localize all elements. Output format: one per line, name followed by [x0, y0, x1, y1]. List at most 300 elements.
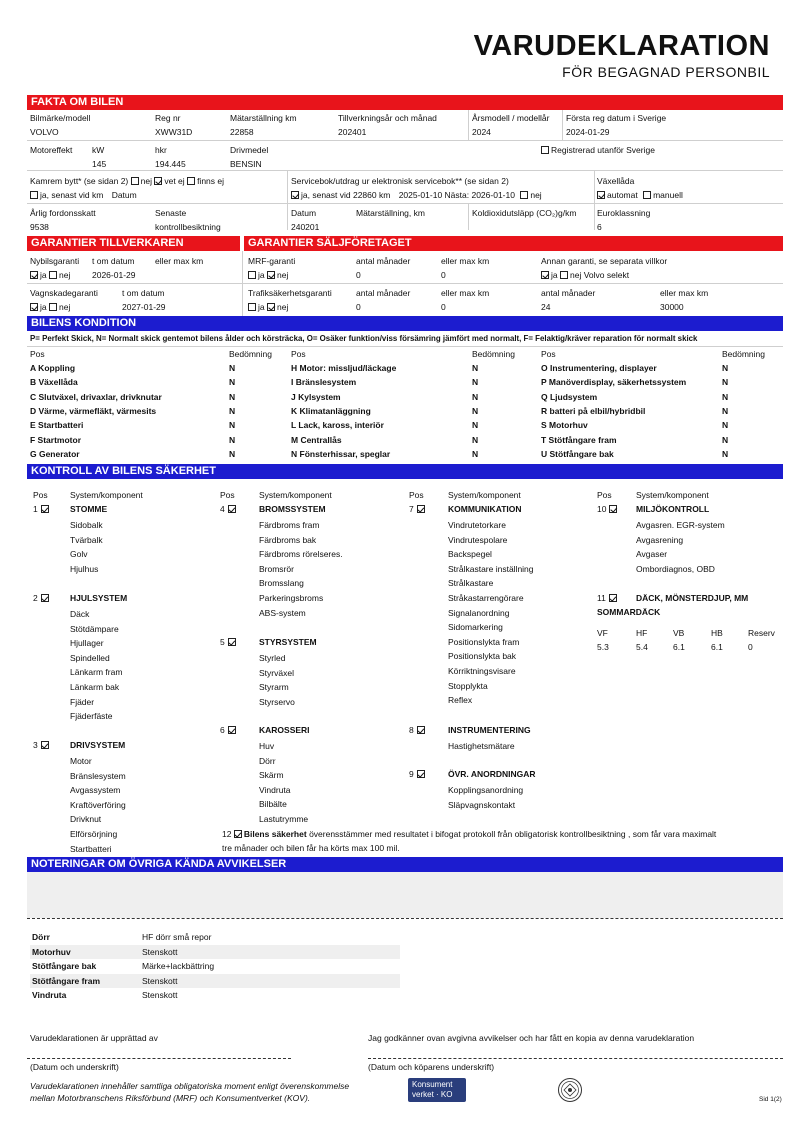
- kontroll-item: Dörr: [259, 755, 276, 766]
- kondition-item-rating[interactable]: N: [722, 448, 729, 459]
- tax-label: Årlig fordonsskatt: [30, 208, 96, 218]
- pos-header-3: Pos: [541, 349, 556, 359]
- kondition-item-label: B Växellåda: [30, 377, 78, 388]
- kontroll-item: Drivknut: [70, 814, 102, 825]
- kondition-item-rating[interactable]: N: [472, 391, 479, 402]
- kontroll-item: Spindelled: [70, 652, 110, 663]
- kontroll-group-num: [597, 593, 619, 603]
- traf-nej-checkbox[interactable]: [267, 303, 275, 311]
- first-reg-value: 2024-01-29: [566, 127, 610, 137]
- kondition-item-rating[interactable]: N: [229, 363, 236, 373]
- mrf-months-label: antal månader: [356, 256, 411, 266]
- g12-text2: tre månader och bilen får ha körts max 100 mil.: [222, 843, 400, 853]
- service-row: [291, 190, 542, 200]
- kondition-item-label: Q Ljudsystem: [541, 391, 598, 402]
- kontroll-item: Reflex: [448, 695, 473, 706]
- ja-label: ja: [40, 302, 47, 312]
- service-nej-label: nej: [530, 190, 542, 200]
- kondition-item-label: F Startmotor: [30, 434, 81, 445]
- mrf-months: 0: [356, 270, 361, 280]
- service-label: Servicebok/utdrag ur elektronisk servicebok** (se sidan 2): [291, 176, 509, 186]
- tread-header: VB: [673, 628, 685, 638]
- timing-ja-checkbox[interactable]: [30, 191, 38, 199]
- section-kondition: BILENS KONDITION: [27, 316, 783, 331]
- kontroll-num: 9: [409, 769, 414, 779]
- fuel-label: Drivmedel: [230, 145, 269, 155]
- kontroll-num: 4: [220, 504, 225, 514]
- tax-value: 9538: [30, 222, 49, 232]
- kontroll-item: Parkeringsbroms: [259, 593, 324, 603]
- annan-ja-checkbox[interactable]: [541, 271, 549, 279]
- kontroll-item: Däck: [70, 609, 90, 619]
- insp-label-1: Senaste: [155, 208, 187, 218]
- insp-date-label: Datum: [291, 208, 317, 218]
- ja-label: ja: [258, 302, 265, 312]
- signature-right-label: (Datum och köparens underskrift): [368, 1062, 495, 1072]
- kontroll-num: 10: [597, 504, 607, 514]
- mrf-km: 0: [441, 270, 446, 280]
- timing-vet-ej-label: vet ej: [164, 176, 185, 186]
- mrf-nej-checkbox[interactable]: [267, 271, 275, 279]
- kw-value: 145: [92, 159, 107, 169]
- kontroll-pos-1: Pos: [33, 490, 48, 500]
- kontroll-item: Fjäderfäste: [70, 711, 113, 722]
- vagn-tom-label: t om datum: [122, 288, 165, 298]
- section-garanti-tillverkaren: GARANTIER TILLVERKAREN: [27, 236, 240, 251]
- note-item: Dörr: [32, 932, 50, 942]
- kondition-item-rating[interactable]: N: [472, 363, 479, 373]
- note-row: [30, 930, 400, 944]
- kontroll-item: Avgasrening: [636, 534, 684, 545]
- kontroll-item: Avgassystem: [70, 785, 121, 796]
- kontroll-item: Golv: [70, 549, 88, 560]
- kondition-item-label: H Motor: missljud/läckage: [291, 363, 397, 373]
- kontroll-checkbox[interactable]: [609, 505, 617, 513]
- kontroll-checkbox[interactable]: [609, 594, 617, 602]
- kondition-item-label: M Centrallås: [291, 434, 342, 445]
- g12-bold: Bilens säkerhet: [243, 829, 307, 839]
- gear-manual-label: manuell: [653, 190, 683, 200]
- note-item: Motorhuv: [32, 946, 71, 957]
- kontroll-item: Sidomarkering: [448, 622, 503, 633]
- kontroll-item: Strålkastare inställning: [448, 563, 534, 574]
- kontroll-group-title: STOMME: [70, 504, 108, 514]
- kontroll-item: Styrservo: [259, 696, 295, 707]
- kontroll-item: Startbatteri: [70, 843, 112, 854]
- model-year-label: Årsmodell / modellår: [472, 113, 550, 123]
- kontroll-num: 7: [409, 504, 414, 514]
- kontroll-checkbox[interactable]: [41, 741, 49, 749]
- kontroll-group-num: [33, 504, 51, 514]
- section-noteringar: NOTERINGAR OM ÖVRIGA KÄNDA AVVIKELSER: [27, 857, 783, 872]
- note-row: [30, 974, 400, 988]
- kondition-item-label: K Klimatanläggning: [291, 405, 371, 416]
- konsumentverket-logo: [408, 1078, 466, 1102]
- logo-line-1: Konsument: [412, 1080, 453, 1089]
- hk-label: hkr: [155, 145, 167, 155]
- page-title: VARUDEKLARATION: [473, 30, 770, 62]
- signature-left-label: (Datum och underskrift): [30, 1062, 119, 1072]
- kontroll-item: Länkarm bak: [70, 682, 120, 692]
- kontroll-item: Stråkastarrengörare: [448, 593, 524, 603]
- kontroll-item: Backspegel: [448, 549, 492, 560]
- kontroll-item: Färdbroms rörelseres.: [259, 549, 343, 560]
- traf-km-label: eller max km: [441, 288, 490, 298]
- brand-label: Bilmärke/modell: [30, 113, 91, 123]
- kondition-item-label: I Bränslesystem: [291, 377, 357, 388]
- kontroll-item: Bilbälte: [259, 799, 287, 810]
- insp-label-2: kontrollbesiktning: [155, 222, 221, 232]
- kontroll-item: Bränslesystem: [70, 770, 126, 781]
- kontroll-item: Elförsörjning: [70, 829, 118, 839]
- nybil-date: 2026-01-29: [92, 270, 136, 280]
- disclaimer-1: Varudeklarationen innehåller samtliga obligatoriska moment enligt överenskommelse: [30, 1081, 350, 1091]
- mrf-label: MRF-garanti: [248, 256, 296, 266]
- kontroll-checkbox[interactable]: [417, 726, 425, 734]
- signature-line-left[interactable]: [27, 1058, 291, 1059]
- kontroll-group-title: DRIVSYSTEM: [70, 740, 126, 750]
- vagn-janej: [30, 302, 70, 312]
- section-fakta: FAKTA OM BILEN: [27, 95, 783, 110]
- kontroll-pos-2: Pos: [220, 490, 235, 500]
- kondition-item-rating[interactable]: N: [229, 391, 236, 402]
- kontroll-group-num: [33, 740, 51, 750]
- kondition-item-rating[interactable]: N: [722, 405, 729, 416]
- kontroll-item: Positionslykta fram: [448, 636, 520, 647]
- kontroll-num: 8: [409, 725, 414, 735]
- annan-months-label: antal månader: [541, 288, 596, 298]
- co2-label: Koldioxidutsläpp (CO₂)g/km: [472, 208, 577, 218]
- kontroll-item: Positionslykta bak: [448, 651, 517, 662]
- kontroll-item: Styrväxel: [259, 667, 294, 678]
- nej-label: nej: [59, 270, 71, 280]
- kontroll-item: Hjulhus: [70, 563, 99, 574]
- tread-value: 5.3: [597, 642, 609, 652]
- mrf-ja-checkbox[interactable]: [248, 271, 256, 279]
- kontroll-item: Stötdämpare: [70, 623, 119, 634]
- note-desc: Stenskott: [142, 946, 178, 957]
- kontroll-item: Avgaser: [636, 549, 668, 560]
- note-item: Stötfångare fram: [32, 975, 101, 986]
- fuel-value: BENSIN: [230, 159, 262, 169]
- kontroll-item: Hjullager: [70, 638, 104, 649]
- kontroll-item: Signalanordning: [448, 607, 510, 618]
- page-subtitle: FÖR BEGAGNAD PERSONBIL: [562, 64, 770, 80]
- kontroll-group-title: DÄCK, MÖNSTERDJUP, MM: [636, 593, 749, 603]
- kontroll-group-num: [409, 504, 427, 514]
- kontroll-item: Färdbroms bak: [259, 534, 317, 545]
- kondition-item-rating[interactable]: N: [472, 448, 479, 459]
- insp-date-value: 240201: [291, 222, 320, 232]
- gear-manual-checkbox[interactable]: [643, 191, 651, 199]
- kontroll-item: Lastutrymme: [259, 814, 309, 824]
- kontroll-checkbox[interactable]: [41, 505, 49, 513]
- timing-nej-label: nej: [140, 176, 152, 186]
- timing-finns-ej-label: finns ej: [197, 176, 224, 186]
- traf-months-label: antal månader: [356, 288, 411, 298]
- note-row: [30, 945, 400, 959]
- ja-label: ja: [258, 270, 265, 280]
- kontroll-checkbox[interactable]: [417, 505, 425, 513]
- kondition-item-label: N Fönsterhissar, speglar: [291, 448, 391, 459]
- annan-months: 24: [541, 302, 551, 312]
- kontroll-group-title: BROMSSYSTEM: [259, 504, 326, 514]
- odo-label: Mätarställning km: [230, 113, 297, 123]
- nybil-ja-checkbox[interactable]: [30, 271, 38, 279]
- kontroll-group-num: [33, 593, 51, 603]
- kontroll-group-title: ÖVR. ANORDNINGAR: [448, 769, 536, 779]
- kontroll-item: Stopplykta: [448, 680, 488, 691]
- kondition-item-rating[interactable]: N: [472, 434, 479, 445]
- kontroll-sys-2: System/komponent: [259, 490, 332, 500]
- kondition-item-rating[interactable]: N: [722, 420, 729, 431]
- gear-auto-checkbox[interactable]: [597, 191, 605, 199]
- kondition-item-rating[interactable]: N: [722, 391, 729, 402]
- traf-ja-checkbox[interactable]: [248, 303, 256, 311]
- kontroll-item: Ombordiagnos, OBD: [636, 563, 715, 574]
- kondition-item-label: R batteri på elbil/hybridbil: [541, 405, 646, 416]
- kontroll-item: Huv: [259, 741, 275, 751]
- kondition-item-rating[interactable]: N: [472, 377, 479, 388]
- page-number: Sid 1(2): [759, 1096, 782, 1103]
- kontroll-item: Avgasren. EGR-system: [636, 520, 725, 530]
- note-item: Vindruta: [32, 990, 67, 1000]
- euro-value: 6: [597, 222, 602, 232]
- reg-label: Reg nr: [155, 113, 181, 123]
- timing-label: Kamrem bytt* (se sidan 2): [30, 176, 129, 186]
- kondition-legend: P= Perfekt Skick, N= Normalt skick gentemot bilens ålder och körsträcka, O= Osäker funktion/viss försämring jämfört med normalt, F= Felaktig/kräver reparation för normalt skick: [30, 334, 698, 343]
- service-nej-checkbox[interactable]: [520, 191, 528, 199]
- note-desc: HF dörr små repor: [142, 932, 212, 942]
- tread-header: Reserv: [748, 628, 775, 638]
- kontroll-group-num: [409, 725, 427, 735]
- kontroll-item: Styrled: [259, 653, 286, 663]
- traf-janej: [248, 302, 288, 312]
- kontroll-checkbox[interactable]: [417, 770, 425, 778]
- annan-km: 30000: [660, 302, 684, 312]
- kontroll-sys-4: System/komponent: [636, 490, 709, 500]
- kontroll-item: ABS-system: [259, 607, 306, 618]
- tread-header: HB: [711, 628, 723, 638]
- kondition-item-rating[interactable]: N: [229, 448, 236, 459]
- nybil-nej-checkbox[interactable]: [49, 271, 57, 279]
- annan-text: nej Volvo selekt: [570, 270, 630, 280]
- service-ja-checkbox[interactable]: [291, 191, 299, 199]
- kontroll-group-num: [409, 769, 427, 779]
- note-desc: Stenskott: [142, 975, 178, 986]
- note-desc: Stenskott: [142, 990, 178, 1000]
- kontroll-item: Skärm: [259, 770, 284, 781]
- kondition-item-rating[interactable]: N: [229, 434, 236, 445]
- kontroll-num: 3: [33, 740, 38, 750]
- logo-line-2: verket · KO: [412, 1090, 453, 1099]
- kontroll-group-title: KOMMUNIKATION: [448, 504, 522, 514]
- kontroll-item: Länkarm fram: [70, 667, 123, 678]
- g12-text: överensstämmer med resultatet i bifogat protokoll från obligatorisk kontrollbesiktning , som får vara maximalt: [309, 829, 717, 839]
- kontroll-item: Hastighetsmätare: [448, 741, 515, 751]
- gear-label: Växellåda: [597, 176, 635, 186]
- kontroll-item: Fjäder: [70, 696, 95, 707]
- kontroll-num: 2: [33, 593, 38, 603]
- traf-km: 0: [441, 302, 446, 312]
- timing-finns-ej-checkbox[interactable]: [187, 177, 195, 185]
- tread-value: 6.1: [711, 642, 723, 652]
- kontroll-group-title: MILJÖKONTROLL: [636, 504, 710, 514]
- kontroll-group-title: STYRSYSTEM: [259, 637, 317, 647]
- insp-odo-label: Mätarställning, km: [356, 208, 425, 218]
- checkbox-icon: [541, 146, 549, 154]
- service-date: 2025-01-10: [398, 190, 443, 200]
- reg-abroad-checkbox[interactable]: [541, 145, 655, 155]
- kontroll-group-num: [220, 637, 238, 647]
- notes-area[interactable]: [27, 872, 783, 918]
- kontroll-num: 11: [597, 593, 606, 603]
- footer-left-text: Varudeklarationen är upprättad av: [30, 1033, 158, 1043]
- manuf-label: Tillverkningsår och månad: [338, 113, 437, 123]
- reg-value: XWW31D: [155, 127, 193, 137]
- kontroll-item: Körriktningsvisare: [448, 666, 516, 676]
- kondition-item-rating[interactable]: N: [472, 405, 479, 416]
- annan-nej-checkbox[interactable]: [560, 271, 568, 279]
- kondition-item-rating[interactable]: N: [722, 434, 729, 445]
- kondition-item-rating[interactable]: N: [722, 363, 729, 373]
- mrf-seal-icon: [556, 1077, 584, 1103]
- kontroll-item: Vindrutetorkare: [448, 520, 506, 530]
- manuf-value: 202401: [338, 127, 367, 137]
- kontroll-item: Tvärbalk: [70, 534, 103, 545]
- tread-value: 5.4: [636, 642, 648, 652]
- kontroll-item: Färdbroms fram: [259, 520, 320, 530]
- kontroll-pos-4: Pos: [597, 490, 612, 500]
- vagn-date: 2027-01-29: [122, 302, 166, 312]
- kontroll-checkbox[interactable]: [228, 638, 236, 646]
- first-reg-label: Första reg datum i Sverige: [566, 113, 667, 123]
- kondition-item-rating[interactable]: N: [722, 377, 729, 388]
- ja-label: ja: [40, 270, 47, 280]
- kontroll-sys-1: System/komponent: [70, 490, 143, 500]
- kw-label: kW: [92, 145, 105, 155]
- kontroll-item: Släpvagnskontakt: [448, 799, 516, 810]
- kondition-item-label: G Generator: [30, 448, 80, 459]
- rating-header-1: Bedömning: [229, 349, 273, 359]
- note-row: [30, 959, 400, 973]
- kondition-item-rating[interactable]: N: [229, 377, 236, 388]
- rating-header-3: Bedömning: [722, 349, 766, 359]
- nybil-maxkm-label: eller max km: [155, 256, 204, 266]
- kontroll-num: 6: [220, 725, 225, 735]
- kontroll-group-num: [220, 725, 238, 735]
- kontroll-group-title: KAROSSERI: [259, 725, 310, 735]
- kontroll-item: Kraftöverföring: [70, 799, 126, 810]
- timing-vet-ej-checkbox[interactable]: [154, 177, 162, 185]
- vagn-label: Vagnskadegaranti: [30, 288, 98, 298]
- kontroll-item: Vindruta: [259, 784, 291, 795]
- kontroll-item: Bromsslang: [259, 578, 304, 589]
- annan-km-label: eller max km: [660, 288, 709, 298]
- kontroll-group-num: [597, 504, 619, 514]
- reg-abroad-label: Registrerad utanför Sverige: [551, 145, 655, 155]
- kontroll-item: Motor: [70, 756, 92, 766]
- power-label: Motoreffekt: [30, 145, 73, 155]
- timing-row: [30, 176, 224, 186]
- pos-header-2: Pos: [291, 349, 306, 359]
- kondition-item-label: E Startbatteri: [30, 420, 84, 431]
- kontroll-checkbox[interactable]: [228, 726, 236, 734]
- vagn-nej-checkbox[interactable]: [49, 303, 57, 311]
- g12-checkbox[interactable]: [234, 830, 242, 838]
- kontroll-item: Vindrutespolare: [448, 534, 508, 545]
- service-ja-label: ja, senast vid 22860 km: [301, 190, 391, 200]
- kondition-item-label: P Manöverdisplay, säkerhetssystem: [541, 377, 687, 388]
- kontroll-sys-3: System/komponent: [448, 490, 521, 500]
- brand-value: VOLVO: [30, 127, 59, 137]
- kontroll-item: Kopplingsanordning: [448, 785, 524, 795]
- kondition-item-rating[interactable]: N: [229, 405, 236, 416]
- kondition-item-label: D Värme, värmefläkt, värmesits: [30, 405, 157, 416]
- odo-value: 22858: [230, 127, 254, 137]
- kontroll-group-title: INSTRUMENTERING: [448, 725, 531, 735]
- vagn-ja-checkbox[interactable]: [30, 303, 38, 311]
- mrf-janej: [248, 270, 288, 280]
- hk-value: 194.445: [155, 159, 186, 169]
- kontroll-group-title: HJULSYSTEM: [70, 593, 128, 603]
- annan-label: Annan garanti, se separata villkor: [541, 256, 668, 266]
- kontroll-pos-3: Pos: [409, 490, 424, 500]
- kontroll-num: 1: [33, 504, 38, 514]
- traf-months: 0: [356, 302, 361, 312]
- kondition-item-rating[interactable]: N: [472, 420, 479, 431]
- kondition-item-label: U Stötfångare bak: [541, 448, 614, 459]
- nybil-tom-label: t om datum: [92, 256, 135, 266]
- timing-nej-checkbox[interactable]: [131, 177, 139, 185]
- note-desc: Märke+lackbättring: [142, 961, 215, 971]
- tread-value: 6.1: [673, 642, 685, 652]
- kontroll-item: Styrarm: [259, 682, 289, 693]
- kontroll-checkbox[interactable]: [41, 594, 49, 602]
- footer-right-text: Jag godkänner ovan avgivna avvikelser och har fått en kopia av denna varudeklaration: [368, 1033, 695, 1043]
- rating-header-2: Bedömning: [472, 349, 516, 359]
- tread-header: VF: [597, 628, 608, 638]
- traf-label: Trafiksäkerhetsgaranti: [248, 288, 332, 298]
- service-next: Nästa: 2026-01-10: [444, 190, 515, 200]
- timing-datum-label: Datum: [111, 190, 137, 200]
- gear-row: [597, 190, 683, 200]
- kontroll-group-num: [220, 504, 238, 514]
- note-row: [30, 988, 400, 1002]
- nej-label: nej: [277, 302, 289, 312]
- signature-line-right[interactable]: [368, 1058, 783, 1059]
- kontroll-item: Strålkastare: [448, 578, 494, 589]
- section-garanti-saljforetaget: GARANTIER SÄLJFÖRETAGET: [244, 236, 783, 251]
- kondition-item-rating[interactable]: N: [229, 420, 236, 431]
- kontroll-item: Sidobalk: [70, 520, 103, 530]
- disclaimer-2: mellan Motorbranschens Riksförbund (MRF) och Konsumentverket (KOV).: [30, 1093, 311, 1103]
- timing-ja-label: ja, senast vid km: [40, 190, 104, 200]
- note-item: Stötfångare bak: [32, 961, 97, 971]
- kontroll-group-subtitle: SOMMARDÄCK: [597, 607, 661, 617]
- nybil-janej: [30, 270, 70, 280]
- nybil-label: Nybilsgaranti: [30, 256, 80, 266]
- kondition-item-label: L Lack, kaross, interiör: [291, 420, 384, 431]
- ja-label: ja: [551, 270, 558, 280]
- nej-label: nej: [59, 302, 71, 312]
- kondition-item-label: S Motorhuv: [541, 420, 588, 431]
- timing-ja-row: [30, 190, 137, 200]
- kontroll-item: Bromsrör: [259, 563, 294, 574]
- nej-label: nej: [277, 270, 289, 280]
- kontroll-checkbox[interactable]: [228, 505, 236, 513]
- g12-num: 12: [222, 829, 232, 839]
